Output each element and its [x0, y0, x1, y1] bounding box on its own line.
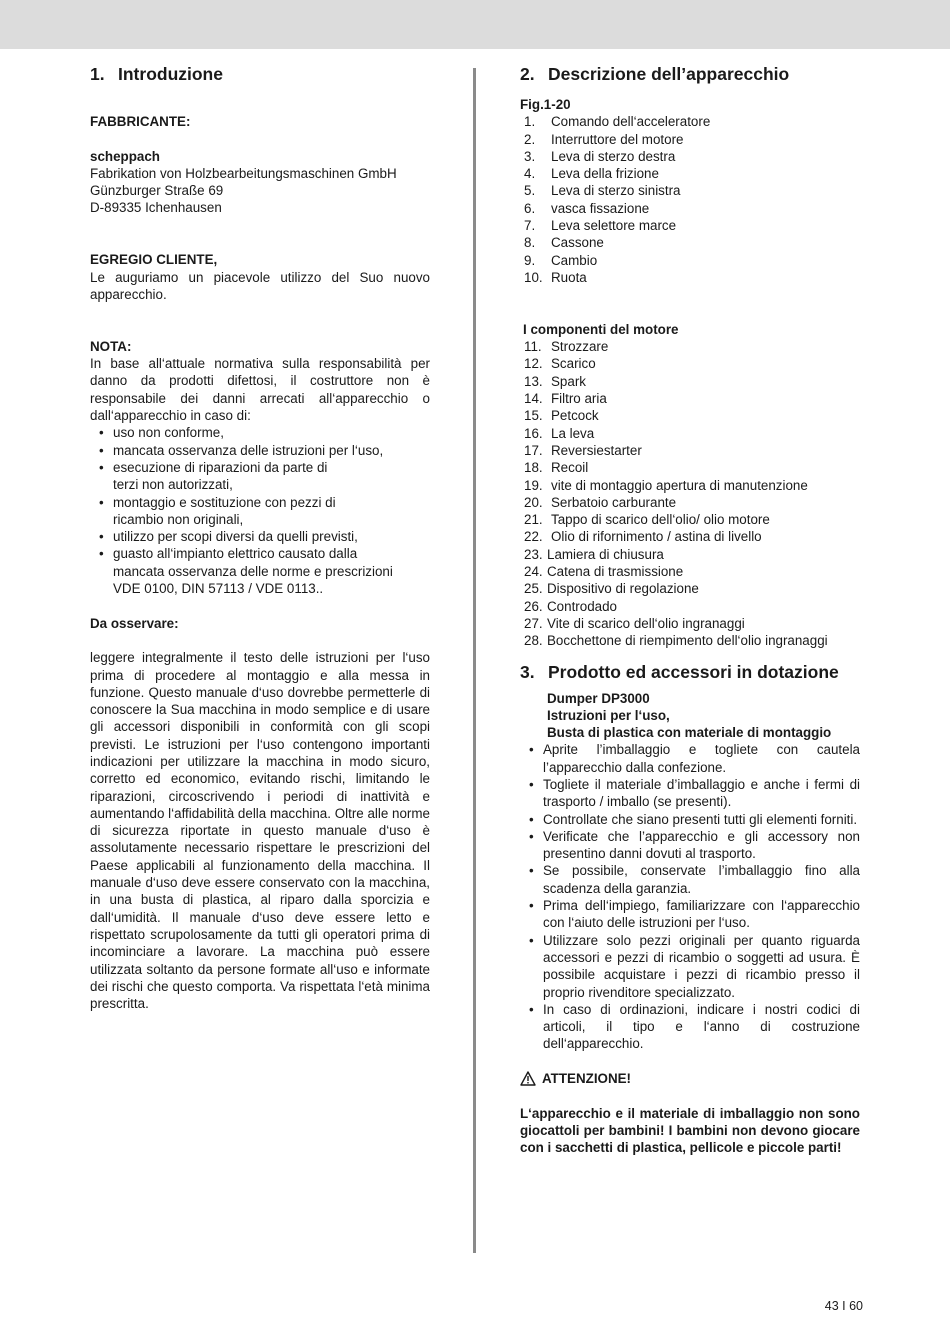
- engine-parts-list-2: [520, 546, 860, 650]
- note-list: [90, 424, 393, 597]
- list-item: • Controllate che siano presenti tutti gli elementi forniti.: [520, 811, 860, 828]
- list-item: 9. Cambio: [524, 252, 598, 268]
- manufacturer-line: Günzburger Straße 69: [90, 183, 224, 199]
- list-item: • Togliete il materiale d’imballaggio e anche i fermi di trasporto / imballo (se presenti).: [520, 776, 860, 811]
- figure-label: Fig.1-20: [520, 97, 571, 112]
- list-item: 4. Leva della frizione: [524, 166, 659, 182]
- manufacturer-line: Fabrikation von Holzbearbeitungsmaschinen GmbH: [90, 165, 397, 181]
- warning-text: L‘apparecchio e il materiale di imballaggio non sono giocattoli per bambini! I bambini non devono giocare con i sacchetti di plastica, pellicole e piccole parti!: [520, 1105, 860, 1156]
- supply-line: Busta di plastica con materiale di montaggio: [547, 725, 832, 741]
- list-item: 8. Cassone: [524, 235, 604, 251]
- manufacturer-heading: FABBRICANTE:: [90, 114, 191, 129]
- supply-line: Dumper DP3000: [547, 690, 650, 706]
- list-item: 3. Leva di sterzo destra: [524, 148, 676, 164]
- engine-parts-list: [520, 338, 860, 546]
- list-item: 15. Petcock: [524, 408, 599, 424]
- list-item: 18. Recoil: [524, 460, 589, 476]
- parts-list: [520, 113, 860, 286]
- list-item: 5. Leva di sterzo sinistra: [524, 183, 681, 199]
- list-item: • Prima dell‘impiego, familiarizzare con l‘apparecchio con l‘aiuto delle istruzioni per l‘uso.: [520, 897, 860, 932]
- list-item: • Verificate che l’apparecchio e gli accessory non presentino danni dovuti al trasporto.: [520, 828, 860, 863]
- left-column: [90, 62, 430, 1012]
- list-item: • guasto all‘impianto elettrico causato dalla mancata osservanza delle norme e prescrizioni VDE 0100, DIN 57113 / VDE 0113..: [90, 545, 398, 597]
- list-item: 23. Lamiera di chiusura: [524, 546, 664, 562]
- list-item: 7. Leva selettore marce: [524, 218, 677, 234]
- supply-line: Istruzioni per l‘uso,: [547, 707, 670, 723]
- manufacturer-line: D-89335 Ichenhausen: [90, 200, 222, 216]
- column-divider: [473, 68, 476, 1253]
- list-item: • utilizzo per scopi diversi da quelli previsti,: [90, 528, 390, 545]
- list-item: • Se possibile, conservate l’imballaggio fino alla scadenza della garanzia.: [520, 862, 860, 897]
- list-item: • In caso di ordinazioni, indicare i nostri codici di articoli, il tipo e l‘anno di costruzione dell‘apparecchio.: [520, 1001, 860, 1053]
- warning-triangle-icon: [520, 1071, 536, 1086]
- top-header-bar: [0, 0, 950, 49]
- list-item: • Utilizzare solo pezzi originali per quanto riguarda accessori e pezzi di ricambio o soggetti ad usura. È possibile acquistare i pezzi di ricambio presso il proprio rivenditore specializzato.: [520, 932, 860, 1001]
- list-item: 25. Dispositivo di regolazione: [524, 581, 699, 597]
- list-item: • uso non conforme,: [90, 424, 390, 441]
- list-item: 10. Ruota: [524, 269, 587, 285]
- list-item: 17. Reversiestarter: [524, 442, 642, 458]
- note-heading: NOTA:: [90, 338, 132, 354]
- warning-heading: ATTENZIONE!: [520, 1070, 860, 1087]
- list-item: 16. La leva: [524, 425, 595, 441]
- section-3-heading: 3. Prodotto ed accessori in dotazione: [520, 661, 839, 682]
- list-item: • esecuzione di riparazioni da parte di terzi non autorizzati,: [90, 459, 328, 494]
- list-item: 2. Interruttore del motore: [524, 131, 684, 147]
- customer-text: Le auguriamo un piacevole utilizzo del Suo nuovo apparecchio.: [90, 269, 430, 302]
- section-1-heading: 1. Introduzione: [90, 64, 223, 84]
- list-item: 27. Vite di scarico dell‘olio ingranaggi: [524, 615, 745, 631]
- section-2-heading: 2. Descrizione dell’apparecchio: [520, 64, 790, 84]
- list-item: 26. Controdado: [524, 598, 617, 614]
- observe-text: leggere integralmente il testo delle istruzioni per l‘uso prima di procedere al montaggio e alla messa in funzione. Questo manuale d‘uso dovrebbe permetterle di conoscere la Sua macchina in modo semplice e di usare gli accessori disponibili in conformità con gli scopi previsti. Le istruzioni per l‘uso contengono importanti indicazioni per utilizzare la macchina in modo sicuro, corretto ed economico, evitando rischi, limitando le riparazioni, circoscrivendo i periodi di inattività e aumentando l‘affidabilità della macchina. Oltre alle norme di sicurezza riportate in questo manuale d‘uso è assolutamente necessario rispettare le prescrizioni del Paese applicabili al funzionamento della macchina. Il manuale d‘uso deve essere conservato con la macchina, in una busta di plastica, al riparo dalla sporcizia e dall‘umidità. Il manuale d‘uso deve essere letto e rispettato scrupolosamente da tutti gli operatori prima di incominciare a lavorare. La macchina può essere utilizzata soltanto da persone formate all‘uso e informate dei rischi che questo comporta. Va rispettata l‘età minima prescritta.: [90, 650, 430, 1012]
- list-item: • mancata osservanza delle istruzioni per l‘uso,: [90, 442, 390, 459]
- list-item: 20. Serbatoio carburante: [524, 494, 677, 510]
- manufacturer-name: scheppach: [90, 148, 160, 164]
- customer-heading: EGREGIO CLIENTE,: [90, 252, 218, 268]
- note-text: In base all‘attuale normativa sulla responsabilità per danno da prodotti difettosi, il costruttore non è responsabile dei danni arrecati all‘apparecchio o dall‘apparecchio in caso di:: [90, 356, 430, 424]
- list-item: 13. Spark: [524, 373, 586, 389]
- engine-heading: I componenti del motore: [523, 321, 679, 337]
- list-item: • Aprite l’imballaggio e togliete con cautela l’apparecchio dalla confezione.: [520, 741, 860, 776]
- list-item: 6. vasca fissazione: [524, 200, 650, 216]
- list-item: 24. Catena di trasmissione: [524, 564, 684, 580]
- list-item: 1. Comando dell‘acceleratore: [524, 114, 711, 130]
- list-item: 12. Scarico: [524, 356, 596, 372]
- supply-instructions-list: [520, 741, 860, 1052]
- list-item: • montaggio e sostituzione con pezzi di ricambio non originali,: [90, 494, 338, 529]
- list-item: 11. Strozzare: [524, 339, 609, 355]
- list-item: 28. Bocchettone di riempimento dell‘olio ingranaggi: [524, 633, 828, 649]
- page-number: 43 I 60: [824, 1299, 863, 1313]
- right-column: [520, 62, 860, 1157]
- list-item: 14. Filtro aria: [524, 391, 607, 407]
- list-item: 21. Tappo di scarico dell‘olio/ olio motore: [524, 512, 770, 528]
- list-item: 22. Olio di rifornimento / astina di livello: [524, 529, 762, 545]
- observe-heading: Da osservare:: [90, 615, 179, 631]
- supply-contents: [520, 690, 860, 742]
- list-item: 19. vite di montaggio apertura di manutenzione: [524, 477, 808, 493]
